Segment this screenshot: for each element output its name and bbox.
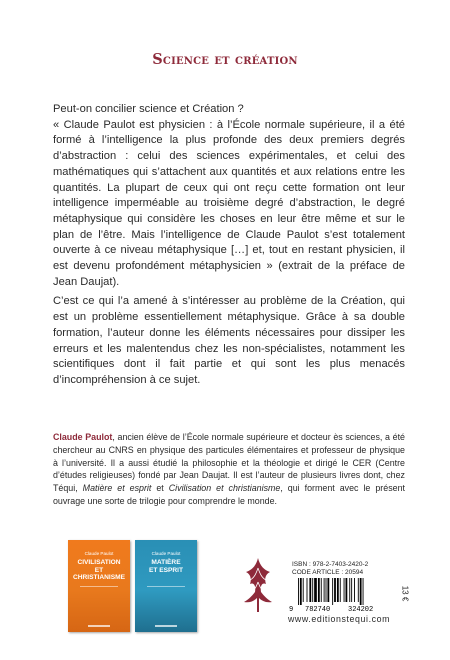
page-title: Science et création xyxy=(152,51,298,68)
barcode-bar xyxy=(321,578,322,602)
barcode-bar xyxy=(344,578,345,602)
barcode-bar xyxy=(298,578,299,605)
isbn-block xyxy=(292,561,368,577)
bio-text-2: et xyxy=(151,483,169,493)
barcode-bar xyxy=(334,578,336,602)
barcode-bar xyxy=(314,578,317,602)
book-cover-title: CIVILISATION ET CHRISTIANISME xyxy=(72,559,126,582)
bio-book-2: Civilisation et christianisme xyxy=(168,483,281,493)
book-cover-rule xyxy=(80,586,118,587)
barcode-digits-right: 324202 xyxy=(348,606,374,612)
barcode-icon xyxy=(288,578,396,612)
barcode-bar xyxy=(351,578,352,602)
barcode-bar xyxy=(303,578,304,602)
blurb xyxy=(53,102,405,393)
publisher-logo-icon xyxy=(240,556,276,614)
book-cover-publisher-mark xyxy=(68,625,130,628)
barcode-bar xyxy=(354,578,355,602)
blurb-summary: C’est ce qui l’a amené à s’intéresser au problème de la Création, qui est un problème essentiellement métaphysique. Grâce à sa double formation, l’auteur donne les éléments nécessaires pour dissiper les erreurs et les malentendus chez les non-spécialistes, notamment les scientifiques dont il fait partie et qui sont les plus menacés d’incompréhension à ce sujet. xyxy=(53,295,405,386)
author-name: Claude Paulot xyxy=(53,432,113,442)
barcode-bar xyxy=(312,578,313,602)
barcode-digits-left: 782740 xyxy=(305,606,331,612)
barcode-bar xyxy=(337,578,339,602)
book-cover-author: Claude Paulot xyxy=(84,551,114,556)
barcode-digit-lead: 9 xyxy=(289,606,294,612)
isbn-number: ISBN : 978-2-7403-2420-2 xyxy=(292,561,369,568)
book-cover-civilisation xyxy=(68,540,130,632)
barcode-bar xyxy=(346,578,348,602)
barcode-bar xyxy=(318,578,320,602)
barcode-bar xyxy=(363,578,364,605)
barcode-bar xyxy=(307,578,308,602)
barcode-bar xyxy=(326,578,327,602)
bio-book-1: Matière et esprit xyxy=(82,483,152,493)
barcode-bar xyxy=(332,578,333,605)
publisher-website: www.editionstequi.com xyxy=(287,614,391,624)
book-cover-title: MATIÈRE ET ESPRIT xyxy=(148,559,184,574)
barcode-bar xyxy=(340,578,341,602)
barcode-bar xyxy=(324,578,325,602)
barcode-bar xyxy=(327,578,329,602)
price xyxy=(402,575,412,615)
book-cover-rule xyxy=(147,586,185,587)
code-article: CODE ARTICLE : 20594 xyxy=(292,569,364,576)
book-cover-publisher-mark xyxy=(135,625,197,628)
barcode-bar xyxy=(360,578,362,605)
barcode-bar xyxy=(300,578,302,605)
barcode-bar xyxy=(349,578,350,602)
author-bio xyxy=(53,431,405,508)
blurb-quote: « Claude Paulot est physicien : à l’École normale supérieure, il a été formé à l’intelligence la plus profonde des deux premiers degrés d’abstraction : celui des sciences expérimentales, et celui des mathématiques qui s’attachent aux quantités et aux relations entre les quantités. La plupart de ceux qui ont reçu cette formation ont leur intelligence imperméable au troisième degré d’abstraction, le degré métaphysique qui considère les choses en leur être même et sur le plan de l’être. Mais l’intelligence de Claude Paulot s’est totalement ouverte à ce niveau métaphysique […] et, tout en restant physicien, il est devenu profondément métaphysicien » (extrait de la préface de Jean Daujat). xyxy=(53,118,405,288)
book-cover-author: Claude Paulot xyxy=(151,551,181,556)
blurb-question: Peut-on concilier science et Création ? xyxy=(53,103,244,115)
book-cover-matiere xyxy=(135,540,197,632)
barcode-bar xyxy=(358,578,359,602)
barcode-bar xyxy=(309,578,311,602)
bio-text-3: , qui forment avec le présent ouvrage une sorte de trilogie pour comprendre le monde. xyxy=(53,483,405,506)
price-label: 13 € xyxy=(400,585,410,602)
bio-text-1: , ancien élève de l’École normale supérieure et docteur ès sciences, a été chercheur au CNRS en physique des particules élémentaires et professeur de physique à l’université. Il a aussi étudié la philosophie et la théologie et dirigé le CER (Centre d’études religieuses) fondé par Jean Daujat. Il est l’auteur de plusieurs livres dont, chez Téqui, xyxy=(53,432,405,493)
